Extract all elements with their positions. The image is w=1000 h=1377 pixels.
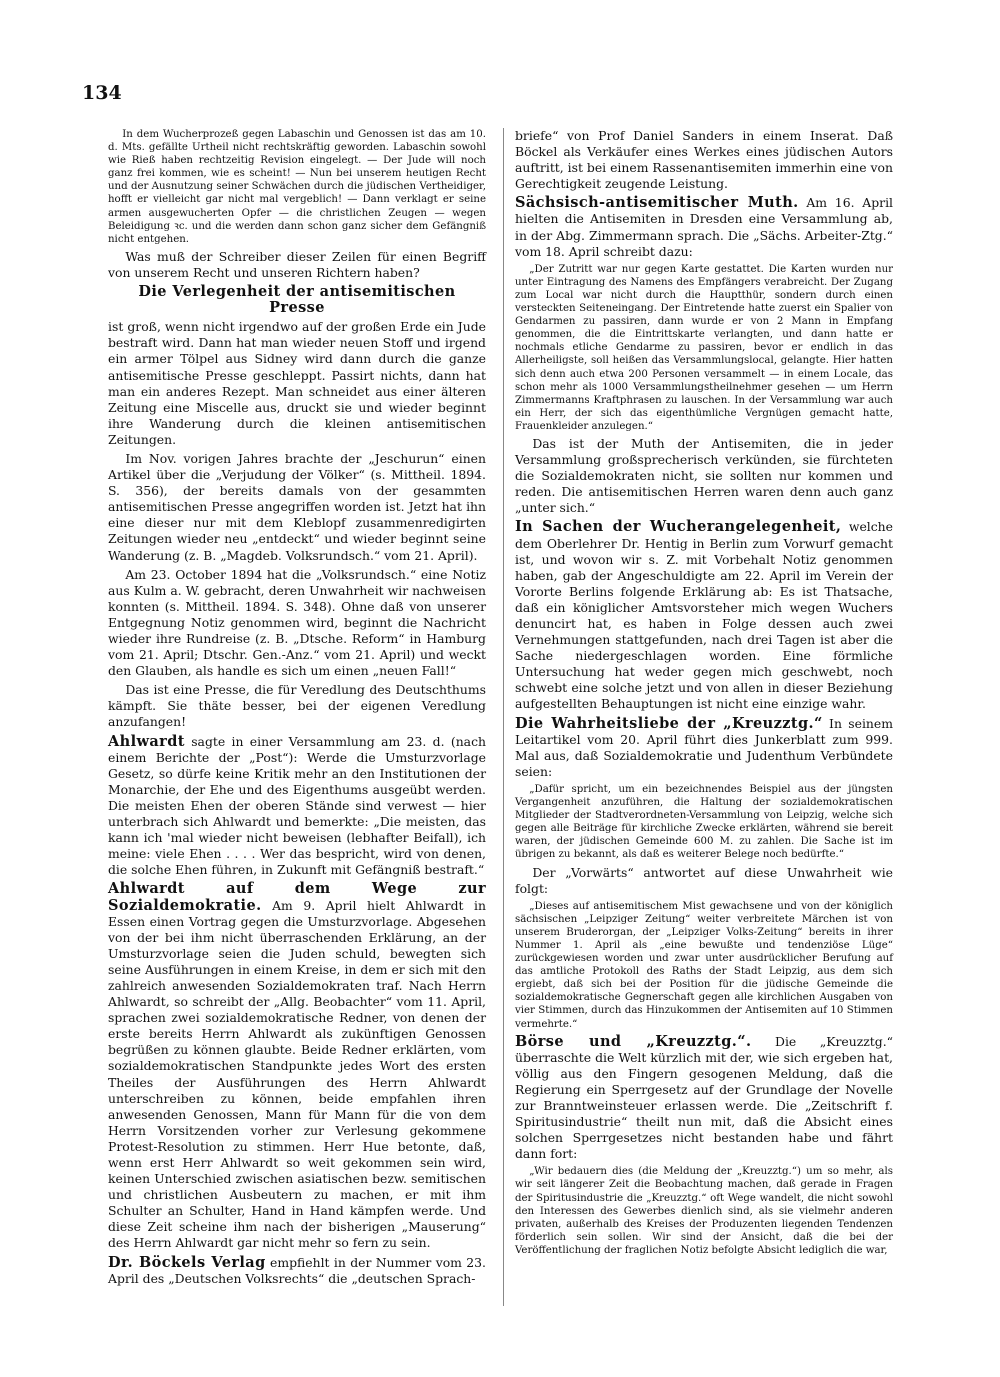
paragraph-verlegenheit: ist groß, wenn nicht irgendwo auf der großen Erde ein Jude bestraft wird. Dann hat man wieder neuen Stoff und irgend ein armer Tölpel aus Sidney wird dann durch die ganze antisemitische Presse geschleppt. Passirt nichts, dann hat man ein anderes Rezept. Man schneidet aus einer älteren Zeitung eine Miscelle aus, druckt sie und wieder beginnt ihre Wanderung durch die kleinen antisemitischen Zeitungen. [108,319,486,447]
right-column [515,128,893,1260]
quote-kreuzzeitung: „Dafür spricht, um ein bezeichnendes Beispiel aus der jüngsten Vergangenheit anzuführen, die Haltung der sozialdemokratischen Mitglieder der Stadtverordneten-Versammlung von Leipzig, welche sich gegen alle Beiträge für kirchliche Zwecke erklärten, während sie bereit waren, der jüdischen Gemeinde 600 M. zu zahlen. Die Sache ist im übrigen zu bekannt, als daß es weiterer Belege noch bedürfte.“ [515,783,893,861]
paragraph-sprachbriefe: briefe“ von Prof Daniel Sanders in einem Inserat. Daß Böckel als Verkäufer eines Werkes eines jüdischen Autors auftritt, ist bei einem Rassenantisemiten immerhin eine von Gerechtigkeit zeugende Leistung. [515,128,893,192]
quote-spiritusindustrie: „Wir bedauern dies (die Meldung der „Kreuzztg.“) um so mehr, als wir seit längerer Zeit die Beobachtung machen, daß gerade in Fragen der Spiritusindustrie die „Kreuzztg.“ oft Wege wandelt, die nicht sowohl den Interessen des Gewerbes dienlich sind, als sie vielmehr anderen privaten, außerhalb des Kreises der Produzenten liegenden Tendenzen förderlich sein sollen. Wir sind der Ansicht, daß die bei der Veröffentlichung der fraglichen Notiz befolgte Absicht lediglich die war, [515,1166,893,1256]
paragraph-vorwaerts: Der „Vorwärts“ antwortet auf diese Unwahrheit wie folgt: [515,864,893,896]
paragraph-boerse: Die „Kreuzztg.“ überraschte die Welt kürzlich mit der, wie sich ergeben hat, völlig aus den Fingern gesogenen Meldung, daß die Regierung ein Sperrgesetz auf der Grundlage der Novelle zur Branntweinsteuer erlassen werde. Die „Zeitschrift f. Spiritusindustrie“ theilt nun mit, daß die Absicht eines solchen Sperrgesetzes nicht bestanden habe und fährt dann fort: [515,1033,893,1162]
left-column [108,128,486,1290]
paragraph-boeckels-verlag: empfiehlt in der Nummer vom 23. April des „Deutschen Volksrechts“ die „deutschen Sprach- [108,1254,486,1286]
paragraph-leitartikel: In seinem Leitartikel vom 20. April führt dies Junkerblatt zum 999. Mal aus, daß Sozialdemokratie und Judenthum Verbündete seien: [515,715,893,779]
paragraph-presse: Das ist eine Presse, die für Veredlung des Deutschthums kämpft. Sie thäte besser, bei der eigenen Veredlung anzufangen! [108,682,486,730]
column-divider [503,128,504,1306]
paragraph-volksrundschau: Am 23. October 1894 hat die „Volksrundsch.“ eine Notiz aus Kulm a. W. gebracht, deren Unwahrheit wir nachweisen konnten (s. Mittheil. 1894. S. 348). Ohne daß von unserer Entgegnung Notiz genommen wird, beginnt die Nachricht wieder ihre Rundreise (z. B. „Dtsche. Reform“ in Hamburg vom 21. April; Dtschr. Gen.-Anz.“ vom 21. April) und weckt den Glauben, als handle es sich um einen „neuen Fall!“ [108,566,486,679]
heading-ahlwardt: Ahlwardt [108,732,185,750]
heading-wucherangelegenheit: In Sachen der Wucherangelegenheit, [515,518,842,536]
heading-saechsisch-antisemitischer-muth: Sächsisch-antisemitischer Muth. [515,194,799,212]
paragraph-hentig: welche dem Oberlehrer Dr. Hentig in Berlin zum Vorwurf gemacht ist, und wovon wir s. Z. mit Vorbehalt Notiz genommen haben, gab der Angeschuldigte am 22. April im Verein der Vororte Berlins folgende Erklärung ab: Es ist Thatsache, daß ein königlicher Amtsvorsteher mich wegen Wuchers denuncirt hat, es haben in Folge dessen auch zwei Vernehmungen stattgefunden, nach drei Tagen ist aber die Sache niedergeschlagen worden. Eine förmliche Untersuchung hat weder gegen mich geschwebt, noch schwebt eine solche jetzt und von allen in dieser Beziehung aufgestellten Behauptungen ist nicht eine einzige wahr. [515,519,893,712]
paragraph-ahlwardt-essen: Am 9. April hielt Ahlwardt in Essen einen Vortrag gegen die Umsturzvorlage. Abgesehen von der bei ihm nicht überraschenden Erklärung, an der Umsturzvorlage seien die Juden schuld, bewegten sich seine Ausführungen in einem Kreise, in dem er sich mit den zahlreich anwesenden Sozialdemokraten traf. Nach Herrn Ahlwardt, so schreibt der „Allg. Beobachter“ vom 11. April, sprachen zwei sozialdemokratische Redner, von denen der erste bereits Herrn Ahlwardt als zukünftigen Genossen begrüßen zu können glaubte. Beide Redner erklärten, vom sozialdemokratischen Standpunkte jedes Wort des ersten Theiles der Ausführungen des Herrn Ahlwardt unterschreiben zu können, beide empfahlen ihren anwesenden Genossen, Mann für Mann für die von dem Herrn Vorsitzenden vorher zur Verlesung gekommene Protest-Resolution zu stimmen. Herr Hue betonte, daß, wenn erst Herr Ahlwardt so weit gekommen sein wird, keinen Unterschied zwischen asiatischen bezw. semitischen und christlichen Ausbeutern zu machen, er mit ihm Schulter an Schulter, Hand in Hand kämpfen werde. Und diese Zeit scheine ihm nach der bisherigen „Mauserung“ des Herrn Ahlwardt gar nicht mehr so fern zu sein. [108,897,486,1251]
paragraph-jeschurun: Im Nov. vorigen Jahres brachte der „Jeschurun“ einen Artikel über die „Verjudung der Völker“ (s. Mittheil. 1894. S. 356), der bereits damals von der gesammten antisemitischen Presse angegriffen worden ist. Jetzt hat ihn eine dieser nur mit dem Kleblopf zusammenredigirten Zeitungen wieder neu „entdeckt“ und wieder beginnt seine Wanderung (z. B. „Magdeb. Volksrundsch.“ vom 21. April). [108,450,486,563]
heading-ahlwardt-sozialdemokratie: Ahlwardt auf dem Wege zur Sozialdemokratie. [108,880,486,914]
page-number: 134 [82,82,122,104]
commentary-paragraph: Was muß der Schreiber dieser Zeilen für einen Begriff von unserem Recht und unseren Richtern haben? [108,248,486,280]
quote-vorwaerts: „Dieses auf antisemitischem Mist gewachsene und von der königlich sächsischen „Leipziger Zeitung“ weiter verbreitete Märchen ist von unserem Bruderorgan, der „Leipziger Volks-Zeitung“ bereits in ihrer Nummer 1. April als „eine bewußte und tendenziöse Lüge“ zurückgewiesen worden und zwar unter ausdrücklicher Berufung auf das amtliche Protokoll des Raths der Stadt Leipzig, aus dem sich ergiebt, daß sich bei der Position für die jüdische Gemeinde die sozialdemokratische Gegnerschaft gegen alle kirchlichen Ausgaben von vier Stimmen, durch das Hinzukommen der Antisemiten auf 10 Stimmen vermehrte.“ [515,900,893,1030]
heading-boeckels-verlag: Dr. Böckels Verlag [108,1253,266,1271]
paragraph-ahlwardt: sagte in einer Versammlung am 23. d. (nach einem Berichte der „Post“): Werde die Umsturzvorlage Gesetz, so dürfe keine Kritik mehr an den Institutionen der Monarchie, der Ehe und des Eigenthums ausgeübt werden. Die meisten Ehen der oberen Stände sind verwest — hier unterbrach sich Ahlwardt und bemerkte: „Die meisten, das kann ich 'mal wieder nicht beweisen (lebhafter Beifall), ich meine: viele Ehen . . . . Wer das bespricht, wird von denen, die solche Ehen führen, in Zukunft mit Gefängniß bestraft.“ [108,733,486,878]
paragraph-dresden: Am 16. April hielten die Antisemiten in Dresden eine Versammlung ab, in der Abg. Zimmermann sprach. Die „Sächs. Arbeiter-Ztg.“ vom 18. April schreibt dazu: [515,195,893,259]
heading-wahrheitsliebe: Die Wahrheitsliebe der „Kreuzztg.“ [515,714,823,732]
news-item-wucherprozess: In dem Wucherprozeß gegen Labaschin und Genossen ist das am 10. d. Mts. gefällte Urtheil nicht rechtskräftig geworden. Labaschin sowohl wie Rieß haben rechtzeitig Revision eingelegt. — Der Jude will noch ganz frei kommen, wie es scheint! — Nun bei unserem heutigen Recht und der Ausnutzung seiner Schwächen durch die jüdischen Vertheidiger, hofft er vielleicht gar nicht mal vergeblich! — Dann verklagt er seine armen ausgewucherten Opfer — die christlichen Zeugen — wegen Beleidigung ꝛc. und die werden dann schon ganz sicher dem Gefängniß nicht entgehen. [108,129,486,245]
heading-boerse-kreuzzeitung: Börse und „Kreuzztg.“. [515,1032,752,1050]
heading-verlegenheit: Die Verlegenheit der antisemitischen Presse [138,283,456,317]
quote-saechsische-arbeiter-zeitung: „Der Zutritt war nur gegen Karte gestattet. Die Karten wurden nur unter Eintragung des Namens des Empfängers verabreicht. Der Zugang zum Local war nicht durch die Hauptthür, sondern durch einen versteckten Seiteneingang. Der Eintretende hatte zuerst ein Spalier von Gendarmen zu passiren, dann wurde er von 2 Mann in Empfang genommen, die die Eintrittskarte verlangten, und dann hatte er nochmals etliche Gendarme zu passiren, bevor er endlich in das Allerheiligste, soll heißen das Versammlungslocal, gelangte. Hier hatten sich denn auch etwa 200 Personen versammelt — in einem Locale, das schon mehr als 1000 Versammlungstheilnehmer gesehen — um Herrn Zimmermanns Kraftphrasen zu lauschen. In der Versammlung war auch ein Herr, der sich das eigenthümliche Vergnügen gemacht hatte, Frauenkleider anzulegen.“ [515,263,893,432]
paragraph-muth-antisemiten: Das ist der Muth der Antisemiten, die in jeder Versammlung großsprecherisch verkünden, sie fürchteten die Sozialdemokraten nicht, sie sollten nur kommen und reden. Die antisemitischen Herren waren denn auch ganz „unter sich.“ [515,435,893,516]
